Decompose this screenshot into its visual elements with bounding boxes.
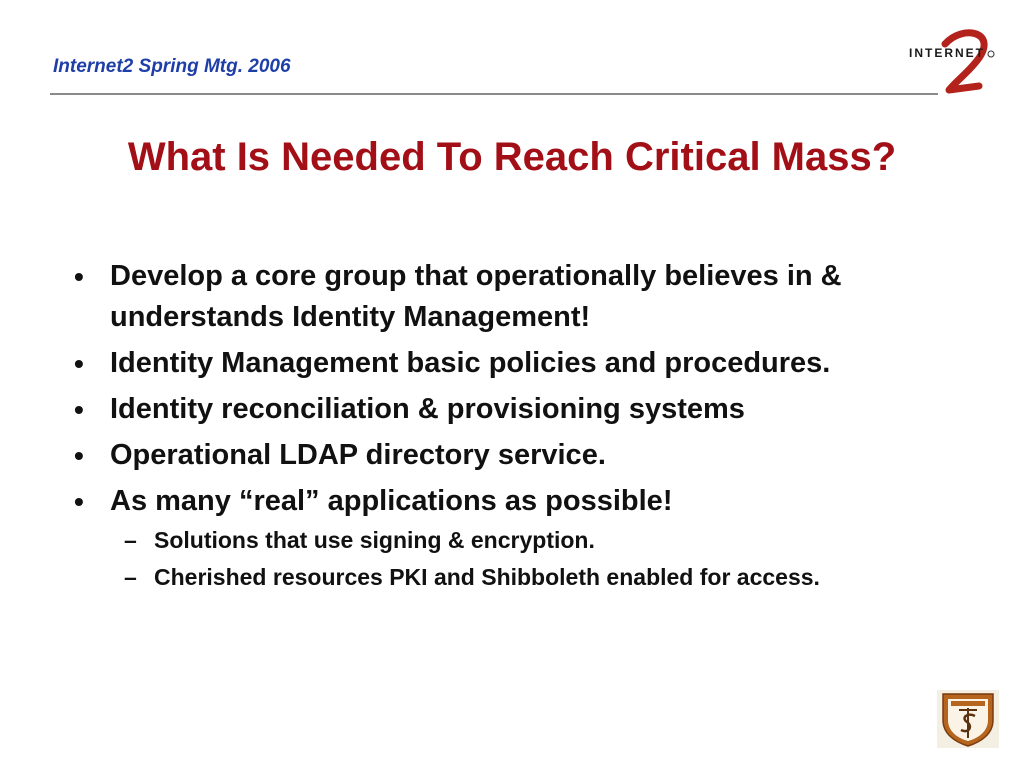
bullet-text: As many “real” applications as possible! bbox=[110, 485, 673, 517]
bullet-item bbox=[72, 256, 952, 338]
bullet-item bbox=[72, 435, 952, 476]
subbullet-marker: – bbox=[124, 527, 137, 553]
bullet-marker: • bbox=[74, 440, 84, 471]
logo-wordmark: INTERNET bbox=[909, 46, 985, 60]
slide-title: What Is Needed To Reach Critical Mass? bbox=[127, 135, 897, 179]
bullet-item bbox=[72, 343, 952, 384]
bullet-item bbox=[72, 481, 952, 593]
bullet-item bbox=[72, 389, 952, 430]
subbullet-item bbox=[72, 524, 952, 556]
bullet-list bbox=[72, 256, 952, 598]
bullet-marker: • bbox=[74, 486, 84, 517]
subbullet-list bbox=[110, 524, 952, 593]
bullet-text: Develop a core group that operationally believes in & understands Identity Management! bbox=[110, 260, 842, 333]
bullet-marker: • bbox=[74, 261, 84, 292]
bullet-text: Operational LDAP directory service. bbox=[110, 439, 606, 471]
subbullet-item bbox=[72, 561, 952, 593]
bullet-text: Identity reconciliation & provisioning systems bbox=[110, 393, 745, 425]
header-title: Internet2 Spring Mtg. 2006 bbox=[53, 56, 291, 77]
internet2-logo-icon bbox=[905, 24, 995, 94]
subbullet-marker: – bbox=[124, 564, 137, 590]
university-seal-icon bbox=[937, 690, 999, 748]
subbullet-text: Cherished resources PKI and Shibboleth enabled for access. bbox=[154, 564, 820, 590]
bullet-marker: • bbox=[74, 394, 84, 425]
subbullet-text: Solutions that use signing & encryption. bbox=[154, 527, 595, 553]
header-divider bbox=[50, 93, 938, 95]
bullet-marker: • bbox=[74, 348, 84, 379]
bullet-text: Identity Management basic policies and procedures. bbox=[110, 347, 831, 379]
